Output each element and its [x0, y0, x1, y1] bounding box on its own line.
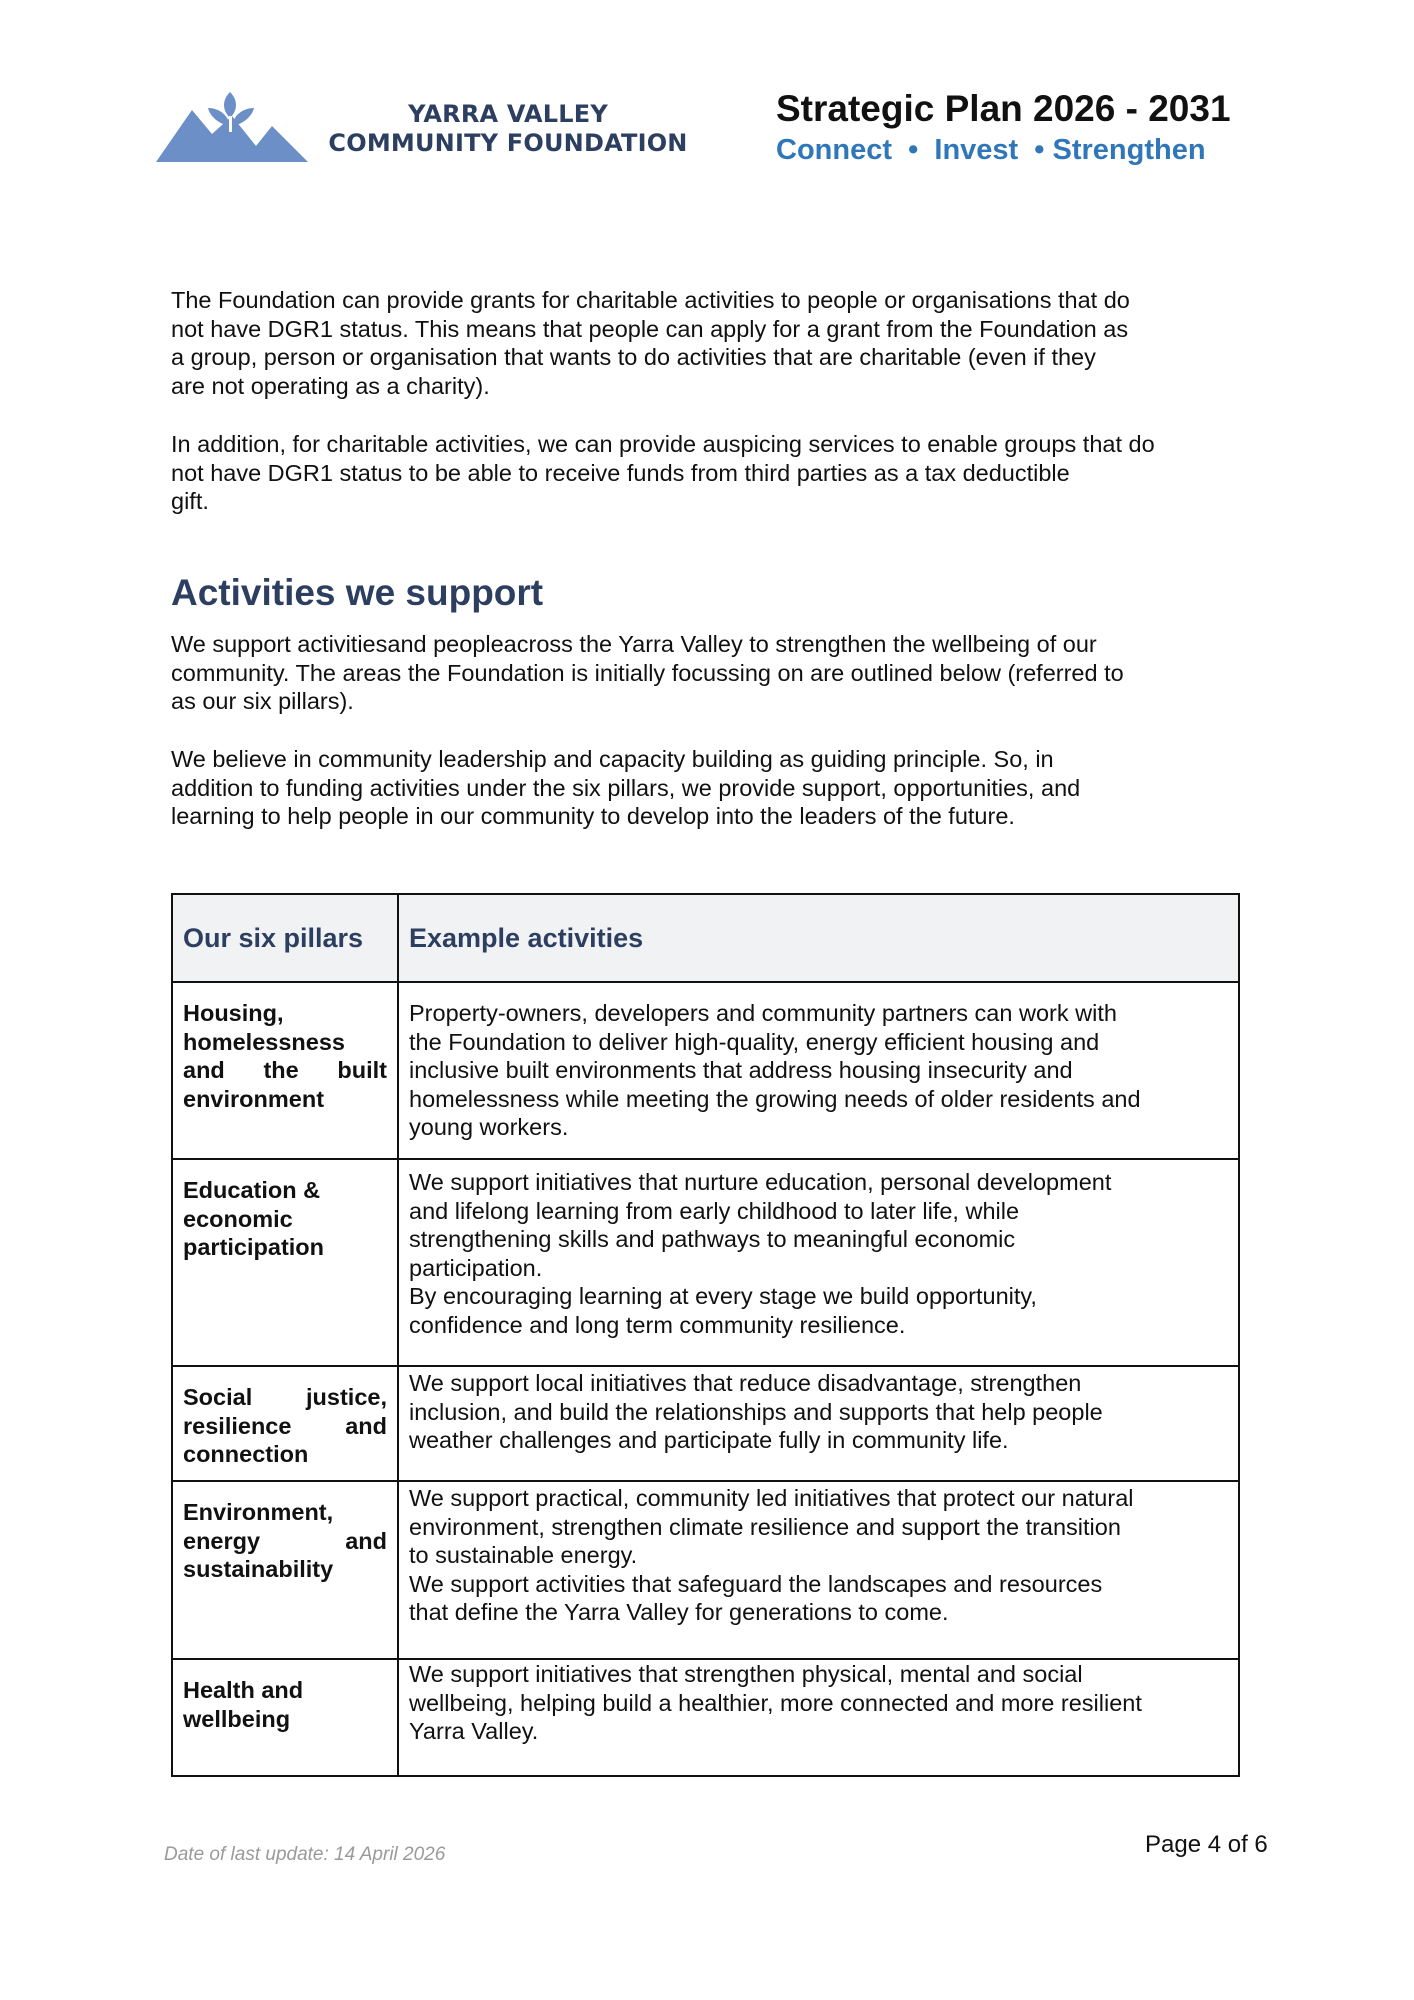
- table-row: [172, 982, 1239, 1159]
- pillar-cell: Health and wellbeing: [172, 1659, 398, 1776]
- organisation-name: [318, 100, 698, 158]
- text-line: are not operating as a charity).: [171, 372, 490, 399]
- column-header-pillars: Our six pillars: [172, 894, 398, 982]
- pillar-cell: Social justice, resilience and connection: [172, 1366, 398, 1481]
- activity-cell: We support initiatives that strengthen physical, mental and social wellbeing, helping build a healthier, more connected and more resilient Yarra Valley.: [398, 1659, 1239, 1776]
- text-line: addition to funding activities under the six pillars, we provide support, opportunities, and: [171, 774, 1081, 801]
- text-line: We support activitiesand peopleacross the Yarra Valley to strengthen the wellbeing of our: [171, 631, 1097, 657]
- pillars-table: [171, 893, 1240, 1777]
- intro-paragraph-1: [171, 286, 1281, 400]
- section-paragraph-2: [171, 745, 1281, 831]
- section-paragraph-1: [171, 630, 1281, 716]
- activity-cell: We support practical, community led initiatives that protect our natural environment, strengthen climate resilience and support the transition to sustainable energy. We support activities that safeguard the landscapes and resources that define the Yarra Valley for generations to come.: [398, 1481, 1239, 1659]
- word: and: [345, 1527, 387, 1554]
- text-line: not have DGR1 status. This means that people can apply for a grant from the Foundation as: [171, 315, 1129, 342]
- word: justice,: [306, 1384, 387, 1410]
- text-line: community. The areas the Foundation is initially focussing on are outlined below (referred to: [171, 659, 1124, 686]
- word: Social: [183, 1384, 253, 1410]
- table-row: [172, 1481, 1239, 1659]
- organisation-name-line1: YARRA VALLEY: [408, 100, 608, 128]
- text-line: gift.: [171, 488, 209, 514]
- text-line: learning to help people in our community to develop into the leaders of the future.: [171, 803, 1015, 829]
- activity-cell: We support local initiatives that reduce disadvantage, strengthen inclusion, and build the relationships and supports that help people weather challenges and participate fully in community life.: [398, 1366, 1239, 1481]
- table-header-row: [172, 894, 1239, 982]
- pillar-cell: Environment, energy and sustainability: [172, 1481, 398, 1659]
- text-line: The Foundation can provide grants for charitable activities to people or organisations that do: [171, 287, 1130, 313]
- intro-paragraph-2: [171, 430, 1281, 516]
- section-title: Activities we support: [171, 572, 544, 613]
- text-line: as our six pillars).: [171, 688, 354, 714]
- pillar-cell: Housing, homelessness and the built environment: [172, 982, 398, 1159]
- word: and: [345, 1412, 387, 1439]
- text-line: We believe in community leadership and capacity building as guiding principle. So, in: [171, 746, 1054, 772]
- organisation-name-line2: COMMUNITY FOUNDATION: [328, 129, 688, 157]
- text-line: In addition, for charitable activities, we can provide auspicing services to enable groups that do: [171, 431, 1155, 457]
- text-line: not have DGR1 status to be able to receive funds from third parties as a tax deductible: [171, 459, 1070, 486]
- word: and: [183, 1057, 225, 1083]
- activity-cell: Property-owners, developers and community partners can work with the Foundation to deliver high-quality, energy efficient housing and inclusive built environments that address housing insecurity and homelessness while meeting the growing needs of older residents and young workers.: [398, 982, 1239, 1159]
- table-row: [172, 1659, 1239, 1776]
- mountain-sprout-icon: [156, 86, 316, 166]
- table-row: [172, 1366, 1239, 1481]
- word: resilience: [183, 1412, 292, 1439]
- text-line: a group, person or organisation that wants to do activities that are charitable (even if they: [171, 344, 1096, 370]
- activity-cell: We support initiatives that nurture education, personal development and lifelong learning from early childhood to later life, while strengthening skills and pathways to meaningful economic participation. By encouraging learning at every stage we build opportunity, confidence and long term community resilience.: [398, 1159, 1239, 1366]
- pillar-cell: Education & economic participation: [172, 1159, 398, 1366]
- word: built: [337, 1057, 387, 1083]
- last-update-date: Date of last update: 14 April 2026: [164, 1844, 446, 1865]
- column-header-activities: Example activities: [398, 894, 1239, 982]
- tagline: Connect • Invest • Strengthen: [776, 134, 1206, 166]
- plan-title: Strategic Plan 2026 - 2031: [776, 88, 1231, 129]
- justified-line: [183, 1056, 387, 1085]
- word: the: [263, 1057, 299, 1083]
- page-number: Page 4 of 6: [1145, 1831, 1268, 1858]
- table-row: [172, 1159, 1239, 1366]
- foundation-logo: [156, 86, 696, 166]
- word: energy: [183, 1527, 261, 1554]
